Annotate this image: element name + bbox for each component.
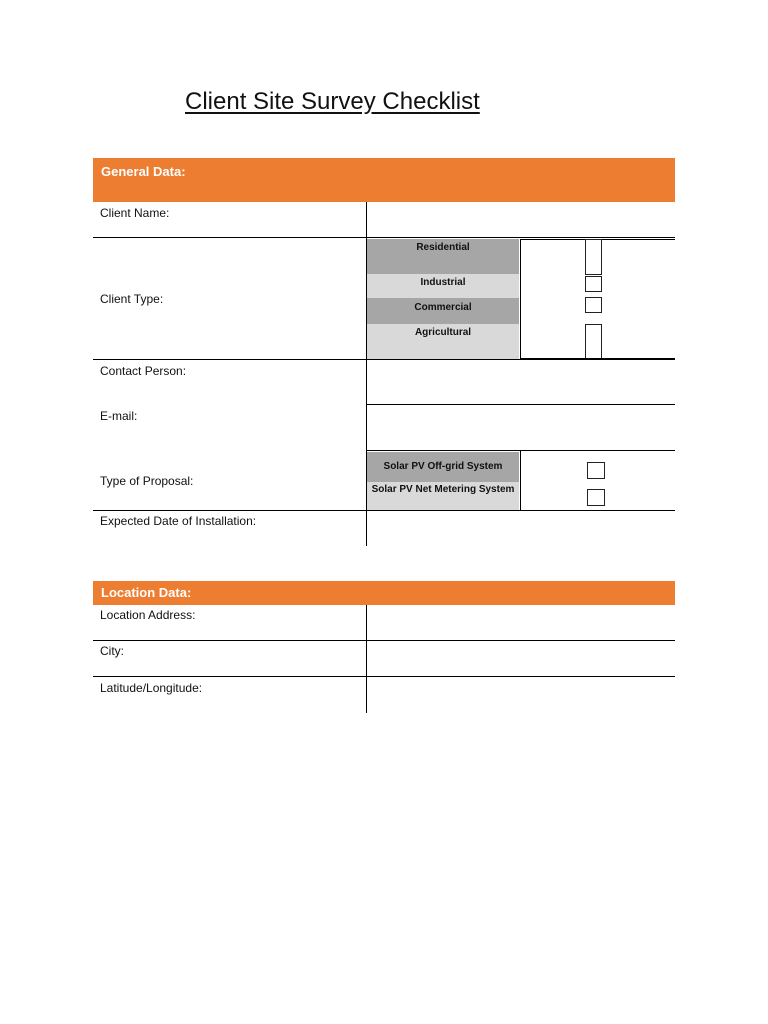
contact-person-label: Contact Person: <box>100 364 187 378</box>
divider <box>520 239 521 359</box>
residential-checkbox[interactable] <box>585 239 602 275</box>
install-date-label: Expected Date of Installation: <box>100 514 257 528</box>
divider <box>520 451 521 510</box>
install-date-field[interactable] <box>367 511 675 545</box>
client-name-label: Client Name: <box>100 206 170 220</box>
option-industrial: Industrial <box>367 274 519 298</box>
city-label: City: <box>100 644 124 658</box>
proposal-type-label: Type of Proposal: <box>100 474 194 488</box>
option-net-metering: Solar PV Net Metering System <box>367 482 519 510</box>
general-data-header: General Data: <box>93 158 675 202</box>
net-metering-checkbox[interactable] <box>587 489 605 506</box>
option-agricultural: Agricultural <box>367 324 519 359</box>
divider <box>93 237 675 238</box>
page-title: Client Site Survey Checklist <box>185 88 480 115</box>
option-residential: Residential <box>367 239 519 274</box>
option-commercial: Commercial <box>367 298 519 324</box>
email-field[interactable] <box>367 405 675 450</box>
latlong-field[interactable] <box>367 677 675 712</box>
agricultural-checkbox[interactable] <box>585 324 602 359</box>
client-name-field[interactable] <box>367 202 675 237</box>
commercial-checkbox[interactable] <box>585 297 602 313</box>
location-data-header: Location Data: <box>93 581 675 605</box>
off-grid-checkbox[interactable] <box>587 462 605 479</box>
contact-person-field[interactable] <box>367 360 675 404</box>
location-address-label: Location Address: <box>100 608 196 622</box>
email-label: E-mail: <box>100 409 138 423</box>
latlong-label: Latitude/Longitude: <box>100 681 203 695</box>
client-type-label: Client Type: <box>100 292 164 306</box>
industrial-checkbox[interactable] <box>585 276 602 292</box>
option-off-grid: Solar PV Off-grid System <box>367 452 519 482</box>
location-address-field[interactable] <box>367 605 675 640</box>
city-field[interactable] <box>367 641 675 676</box>
